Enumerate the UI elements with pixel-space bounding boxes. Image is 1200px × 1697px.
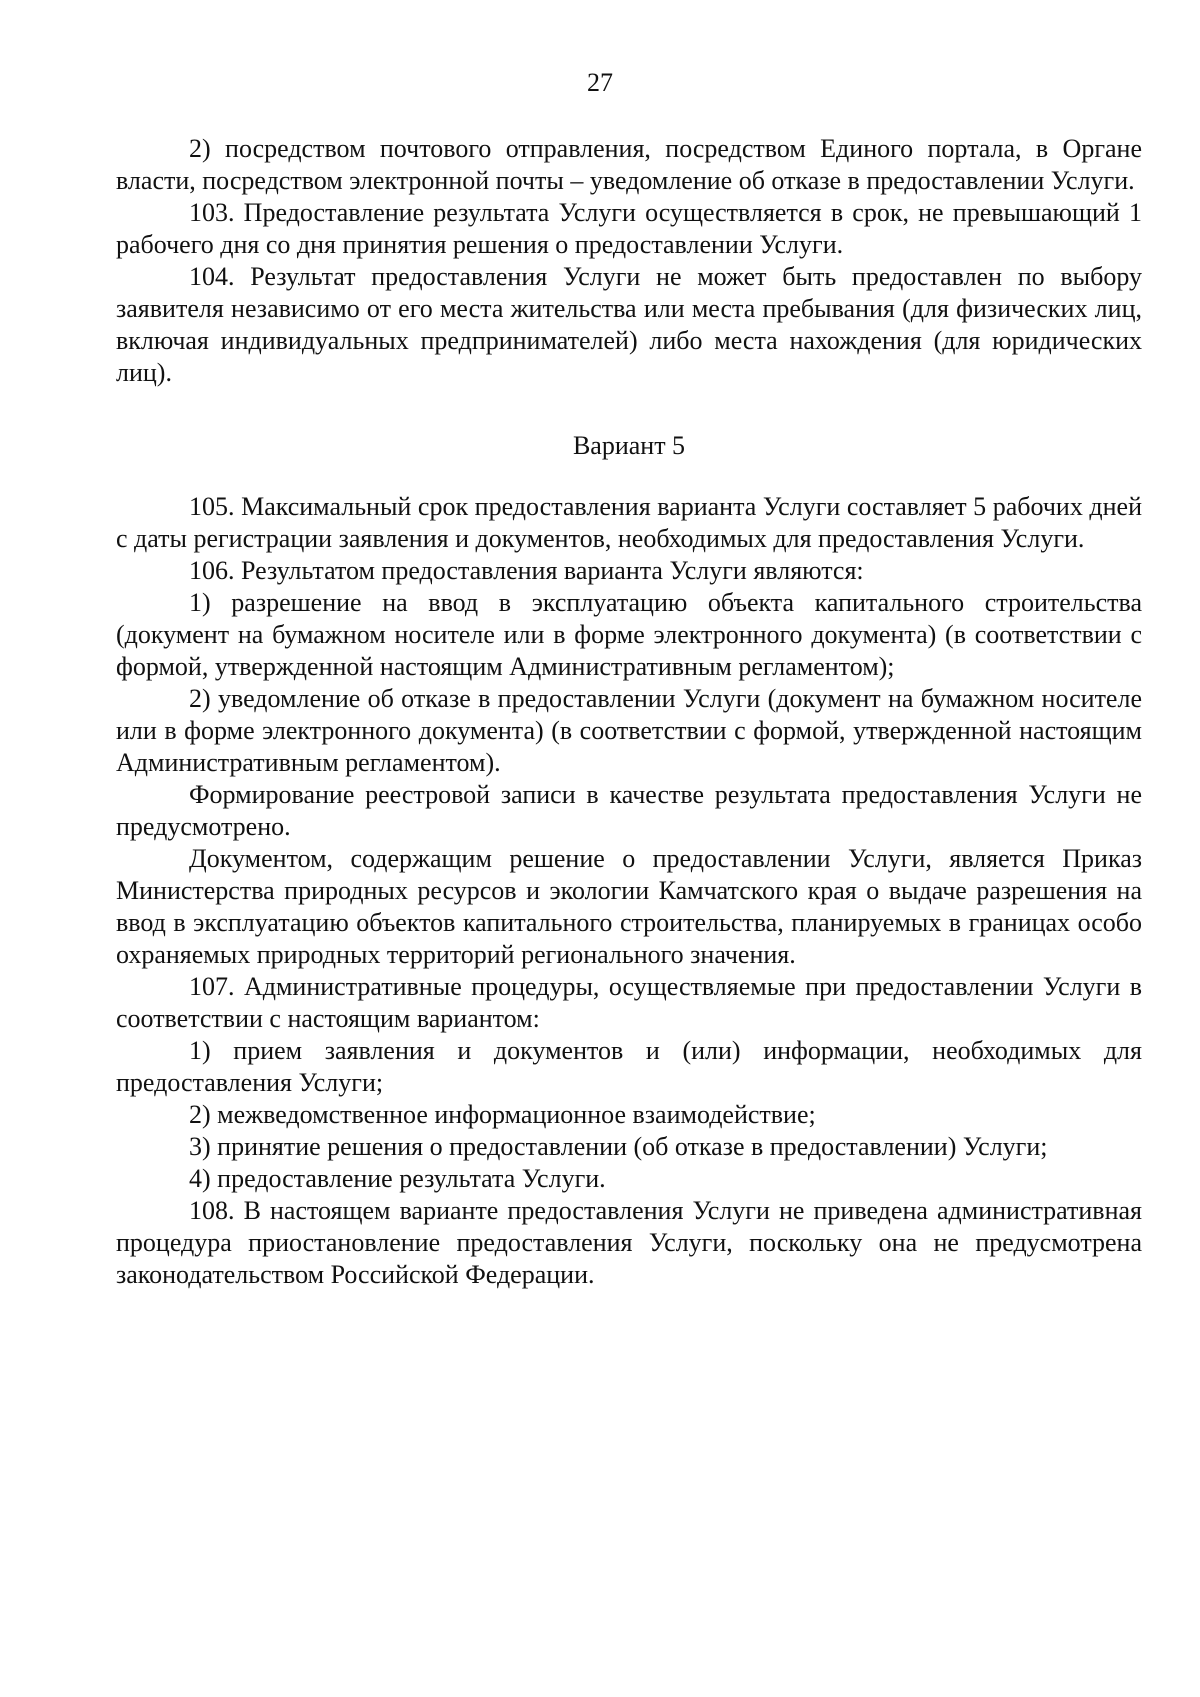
paragraph-105: 105. Максимальный срок предоставления варианта Услуги составляет 5 рабочих дней с даты регистрации заявления и документов, необходимых для предоставления Услуги. bbox=[116, 492, 1142, 553]
paragraph-registry-record: Формирование реестровой записи в качестве результата предоставления Услуги не предусмотрено. bbox=[116, 780, 1142, 841]
paragraph-106: 106. Результатом предоставления варианта Услуги являются: bbox=[189, 556, 864, 585]
paragraph-106-item-2: 2) уведомление об отказе в предоставлении Услуги (документ на бумажном носителе или в форме электронного документа) (в соответствии с формой, утвержденной настоящим Административным регламентом). bbox=[116, 684, 1142, 777]
paragraph-106-item-1: 1) разрешение на ввод в эксплуатацию объекта капитального строительства (документ на бумажном носителе или в форме электронного документа) (в соответствии с формой, утвержденной настоящим Административным регламентом); bbox=[116, 588, 1142, 681]
page-number: 27 bbox=[587, 68, 613, 97]
paragraph-104: 104. Результат предоставления Услуги не может быть предоставлен по выбору заявителя независимо от его места жительства или места пребывания (для физических лиц, включая индивидуальных предпринимателей) либо места нахождения (для юридических лиц). bbox=[116, 262, 1142, 387]
paragraph-107-item-2: 2) межведомственное информационное взаимодействие; bbox=[189, 1100, 816, 1129]
paragraph-107-item-4: 4) предоставление результата Услуги. bbox=[189, 1164, 606, 1193]
paragraph-107-item-3: 3) принятие решения о предоставлении (об отказе в предоставлении) Услуги; bbox=[189, 1132, 1048, 1161]
paragraph-107: 107. Административные процедуры, осуществляемые при предоставлении Услуги в соответствии с настоящим вариантом: bbox=[116, 972, 1142, 1033]
paragraph-107-item-1: 1) прием заявления и документов и (или) информации, необходимых для предоставления Услуги; bbox=[116, 1036, 1142, 1097]
paragraph-108: 108. В настоящем варианте предоставления Услуги не приведена административная процедура приостановление предоставления Услуги, поскольку она не предусмотрена законодательством Российской Федерации. bbox=[116, 1196, 1142, 1289]
paragraph-delivery-method: 2) посредством почтового отправления, посредством Единого портала, в Органе власти, посредством электронной почты – уведомление об отказе в предоставлении Услуги. bbox=[116, 134, 1142, 195]
paragraph-decision-document: Документом, содержащим решение о предоставлении Услуги, является Приказ Министерства природных ресурсов и экологии Камчатского края о выдаче разрешения на ввод в эксплуатацию объектов капитального строительства, планируемых в границах особо охраняемых природных территорий регионального значения. bbox=[116, 844, 1142, 969]
paragraph-103: 103. Предоставление результата Услуги осуществляется в срок, не превышающий 1 рабочего дня со дня принятия решения о предоставлении Услуги. bbox=[116, 198, 1142, 259]
document-body bbox=[116, 133, 1142, 1291]
section-heading-variant-5: Вариант 5 bbox=[572, 431, 686, 460]
